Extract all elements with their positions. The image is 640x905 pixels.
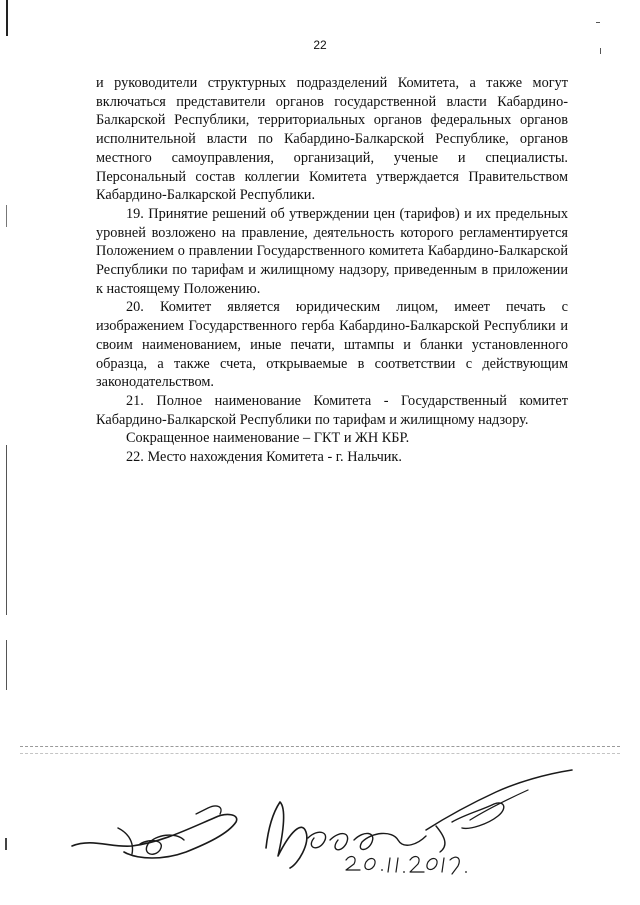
handwritten-signatures xyxy=(0,760,640,905)
page-number: 22 xyxy=(313,38,327,52)
separator-line xyxy=(20,753,620,754)
separator-line xyxy=(20,746,620,747)
signature-block xyxy=(0,760,640,905)
paragraph-19: 19. Принятие решений об утверждении цен (тарифов) и их предельных уровней возложено на правление, деятельность которого регламентируется Положением о правлении Государственного комитета Кабардино-Балкарской Республики по тарифам и жилищному надзору, приведенным в приложении к настоящему Положению. xyxy=(96,205,568,297)
paragraph-21: 21. Полное наименование Комитета - Государственный комитет Кабардино-Балкарской Республики по тарифам и жилищному надзору. xyxy=(96,392,568,428)
paragraph-continuation: и руководители структурных подразделений Комитета, а также могут включаться представители органов государственной власти Кабардино-Балкарской Республики, территориальных органов федеральных органов исполнительной власти по Кабардино-Балкарской Республике, органов местного самоуправления, организаций, ученые и специалисты. Персональный состав коллегии Комитета утверждается Правительством Кабардино-Балкарской Республики. xyxy=(96,75,568,204)
scan-edge-mark xyxy=(6,205,7,227)
scan-edge-mark xyxy=(600,48,601,54)
scan-edge-mark xyxy=(6,445,7,615)
document-body xyxy=(96,74,568,467)
paragraph-short-name: Сокращенное наименование – ГКТ и ЖН КБР. xyxy=(126,430,410,447)
scan-edge-mark xyxy=(6,0,8,36)
scan-edge-mark xyxy=(596,22,600,23)
paragraph-20: 20. Комитет является юридическим лицом, имеет печать с изображением Государственного герба Кабардино-Балкарской Республики и своим наименованием, иные печати, штампы и бланки установленного образца, а также счета, открываемые в соответствии с действующим законодательством. xyxy=(96,299,568,391)
scan-edge-mark xyxy=(6,640,7,690)
paragraph-22: 22. Место нахождения Комитета - г. Нальчик. xyxy=(126,449,402,466)
